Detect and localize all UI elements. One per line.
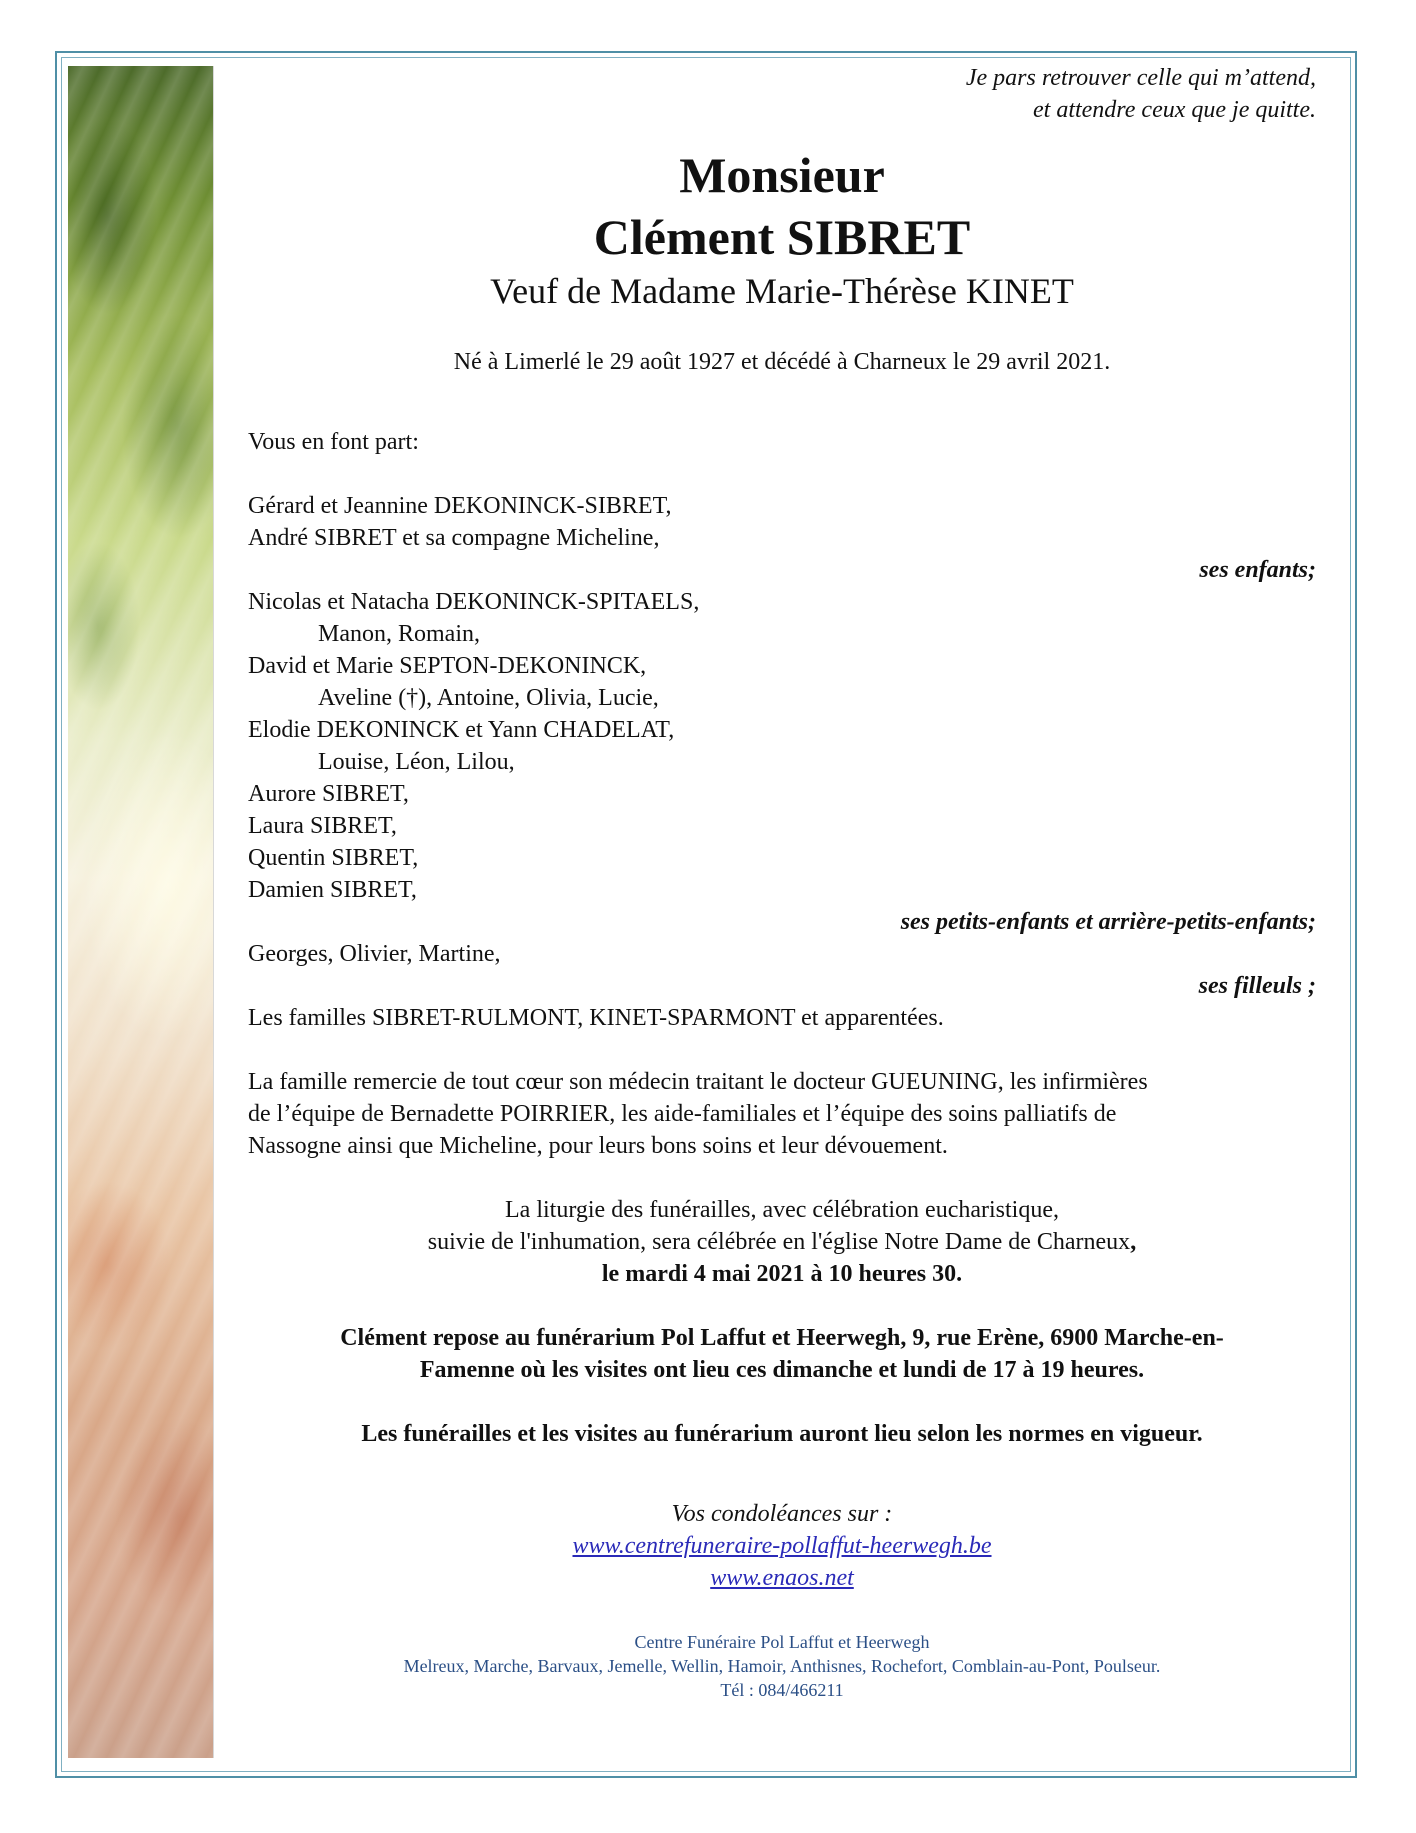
grandchild-line: David et Marie SEPTON-DEKONINCK, — [248, 653, 647, 679]
liturgy-line: La liturgie des funérailles, avec célébration eucharistique, — [505, 1197, 1059, 1223]
quote-line-1: Je pars retrouver celle qui m’attend, — [965, 65, 1316, 91]
funeral-date: le mardi 4 mai 2021 à 10 heures 30. — [601, 1261, 963, 1287]
sunbeam-overlay — [68, 66, 213, 1758]
liturgy-line: suivie de l'inhumation, sera célébrée en l'église Notre Dame de Charneux — [427, 1229, 1131, 1255]
announcement-body — [248, 62, 1316, 1702]
forest-path-image — [68, 66, 214, 1758]
deceased-title — [248, 144, 1316, 314]
footer-phone: Tél : 084/466211 — [720, 1680, 844, 1700]
funeral-home-footer — [248, 1630, 1316, 1702]
grandchild-line: Elodie DEKONINCK et Yann CHADELAT, — [248, 717, 675, 743]
grandchildren-relation: ses petits-enfants et arrière-petits-enfants; — [900, 909, 1316, 935]
deceased-name: Clément SIBRET — [593, 209, 971, 265]
footer-company: Centre Funéraire Pol Laffut et Heerwegh — [634, 1632, 930, 1652]
godchildren-block — [248, 938, 1316, 1002]
grandchild-line: Aurore SIBRET, — [248, 781, 409, 807]
condolences-label: Vos condoléances sur : — [671, 1501, 893, 1527]
honorific: Monsieur — [679, 147, 885, 203]
condolences-link-website[interactable]: www.centrefuneraire-pollaffut-heerwegh.be — [572, 1533, 992, 1559]
repose-line: Famenne où les visites ont lieu ces dimanche et lundi de 17 à 19 heures. — [419, 1357, 1145, 1383]
grandchildren-block — [248, 586, 1316, 938]
grandchild-line: Manon, Romain, — [318, 621, 480, 647]
quote-line-2: et attendre ceux que je quitte. — [1033, 97, 1316, 123]
liturgy-block — [248, 1194, 1316, 1290]
children-relation: ses enfants; — [1199, 557, 1316, 583]
epigraph-quote — [248, 62, 1316, 126]
footer-places: Melreux, Marche, Barvaux, Jemelle, Wellin, Hamoir, Anthisnes, Rochefort, Comblain-au-Pont, Poulseur. — [403, 1656, 1161, 1676]
grandchild-line: Louise, Léon, Lilou, — [318, 749, 515, 775]
godchildren-relation: ses filleuls ; — [1198, 973, 1316, 999]
repose-block — [248, 1322, 1316, 1386]
thanks-paragraph — [248, 1066, 1316, 1162]
child-line: Gérard et Jeannine DEKONINCK-SIBRET, — [248, 493, 672, 519]
children-block — [248, 490, 1316, 586]
announce-line: Vous en font part: — [248, 429, 419, 455]
families-line: Les familles SIBRET-RULMONT, KINET-SPARMONT et apparentées. — [248, 1005, 944, 1031]
grandchild-line: Laura SIBRET, — [248, 813, 397, 839]
norms-line: Les funérailles et les visites au funérarium auront lieu selon les normes en vigueur. — [361, 1421, 1203, 1447]
grandchild-line: Nicolas et Natacha DEKONINCK-SPITAELS, — [248, 589, 700, 615]
thanks-line: Nassogne ainsi que Micheline, pour leurs bons soins et leur dévouement. — [248, 1133, 948, 1159]
liturgy-comma: , — [1130, 1229, 1137, 1255]
grandchild-line: Quentin SIBRET, — [248, 845, 419, 871]
grandchild-line: Aveline (†), Antoine, Olivia, Lucie, — [318, 685, 659, 711]
thanks-line: La famille remercie de tout cœur son médecin traitant le docteur GUEUNING, les infirmières — [248, 1069, 1148, 1095]
grandchild-line: Damien SIBRET, — [248, 877, 417, 903]
child-line: André SIBRET et sa compagne Micheline, — [248, 525, 660, 551]
thanks-line: de l’équipe de Bernadette POIRRIER, les aide-familiales et l’équipe des soins palliatifs de — [248, 1101, 1117, 1127]
widow-line: Veuf de Madame Marie-Thérèse KINET — [490, 271, 1074, 311]
condolences-link-enaos[interactable]: www.enaos.net — [710, 1565, 854, 1591]
condolences-block — [248, 1498, 1316, 1594]
birth-death-line: Né à Limerlé le 29 août 1927 et décédé à Charneux le 29 avril 2021. — [453, 349, 1111, 375]
godchildren-line: Georges, Olivier, Martine, — [248, 941, 501, 967]
repose-line: Clément repose au funérarium Pol Laffut et Heerwegh, 9, rue Erène, 6900 Marche-en- — [340, 1325, 1224, 1351]
